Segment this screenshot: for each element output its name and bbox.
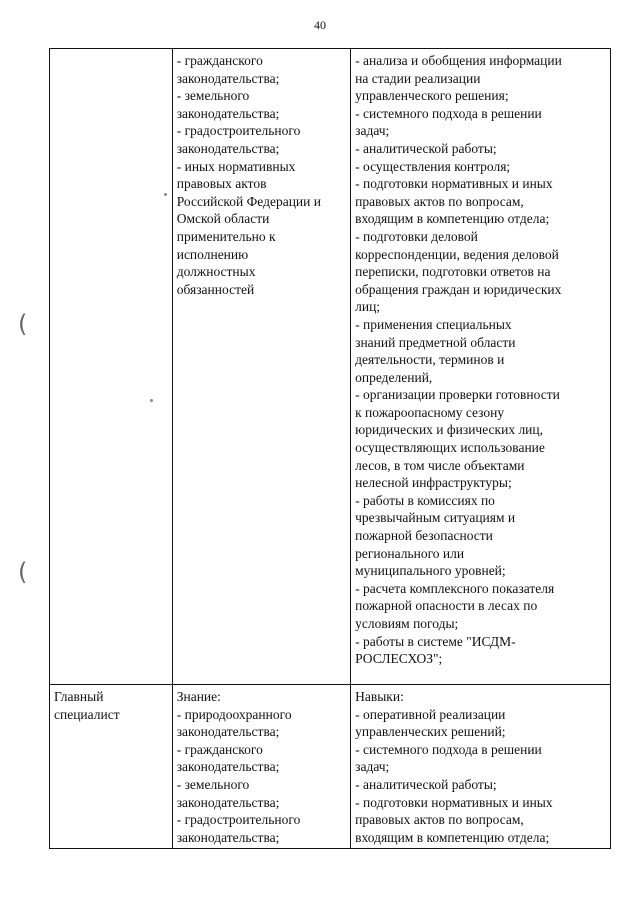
knowledge-cell (172, 49, 350, 685)
knowledge-cell-line: - земельного (176, 88, 250, 104)
knowledge-cell-line: - природоохранного (176, 706, 292, 722)
skills-cell-line: - работы в комиссиях по (355, 492, 495, 508)
knowledge-cell-line: - земельного (176, 776, 250, 792)
knowledge-cell-line: исполнению (176, 246, 249, 262)
position-cell-line: специалист (54, 706, 120, 722)
table-row (50, 49, 611, 685)
skills-cell-line: - осуществления контроля; (355, 158, 511, 174)
knowledge-cell-line: Омской области (176, 211, 270, 227)
skills-cell-line: - работы в системе "ИСДМ- (355, 633, 516, 649)
knowledge-cell-line: применительно к (176, 228, 276, 244)
skills-cell-line: определений, (355, 369, 433, 385)
skills-cell-line: РОСЛЕСХОЗ"; (355, 651, 443, 667)
skills-cell-line: входящим в компетенцию отдела; (355, 211, 550, 227)
knowledge-cell-line: законодательства; (176, 724, 280, 740)
skills-cell-line: лесов, в том числе объектами (355, 457, 525, 473)
skills-cell-line: правовых актов по вопросам, (355, 812, 524, 828)
skills-cell-line: нелесной инфраструктуры; (355, 475, 512, 491)
skills-cell-line: - применения специальных (355, 316, 512, 332)
skills-cell-line: осуществляющих использование (355, 440, 545, 456)
skills-cell-line: муниципального уровней; (355, 563, 506, 579)
skills-cell-line: лиц; (355, 299, 381, 315)
position-cell (50, 685, 173, 849)
punch-hole-mark: ( (18, 558, 28, 586)
knowledge-cell-line: законодательства; (176, 70, 280, 86)
knowledge-cell-line: - градостроительного (176, 812, 301, 828)
skills-cell-line: корреспонденции, ведения деловой (355, 246, 559, 262)
skills-cell-line: на стадии реализации (355, 70, 481, 86)
position-cell-line: Главный (54, 689, 104, 704)
skills-cell-line: - системного подхода в решении (355, 105, 542, 121)
knowledge-cell-line: законодательства; (176, 140, 280, 156)
skills-cell-line: - аналитической работы; (355, 140, 497, 156)
skills-cell-line: - расчета комплексного показателя (355, 580, 555, 596)
knowledge-cell-line: правовых актов (176, 176, 267, 192)
skills-cell-line: входящим в компетенцию отдела; (355, 829, 550, 845)
knowledge-cell-line: Российской Федерации и (176, 193, 321, 209)
skills-cell-line: управленческих решений; (355, 724, 506, 740)
skills-cell-line: условиям погоды; (355, 616, 459, 631)
skills-cell-line: - организации проверки готовности (355, 387, 560, 403)
skills-cell-line: задач; (355, 123, 390, 139)
position-cell (50, 49, 173, 685)
skills-cell-line: переписки, подготовки ответов на (355, 264, 551, 280)
skills-cell-line: - оперативной реализации (355, 706, 506, 722)
skills-cell-line: управленческого решения; (355, 88, 509, 104)
knowledge-cell (172, 685, 350, 849)
skills-cell-line: знаний предметной области (355, 334, 516, 350)
knowledge-cell-line: законодательства; (176, 759, 280, 775)
qualification-requirements-table (49, 48, 611, 849)
knowledge-cell-line: - градостроительного (176, 123, 301, 139)
skills-cell-line: юридических и физических лиц, (355, 422, 544, 438)
skills-cell-line: деятельности, терминов и (355, 352, 505, 368)
skills-cell (351, 49, 611, 685)
knowledge-cell-line: законодательства; (176, 829, 280, 845)
skills-cell-line: - анализа и обобщения информации (355, 53, 562, 68)
skills-cell-line: - подготовки нормативных и иных (355, 176, 553, 192)
page-number: 40 (314, 18, 326, 32)
skills-cell-line: чрезвычайным ситуациям и (355, 510, 516, 526)
knowledge-cell-line: - гражданского (176, 741, 263, 757)
skills-cell-heading: Навыки: (355, 689, 404, 704)
skills-cell-line: - подготовки деловой (355, 228, 478, 244)
knowledge-cell-line: - гражданского (176, 53, 263, 68)
skills-cell-line: задач; (355, 759, 390, 775)
knowledge-cell-heading: Знание: (176, 689, 221, 704)
knowledge-cell-line: должностных (176, 264, 256, 280)
knowledge-cell-line: - иных нормативных (176, 158, 296, 174)
skills-cell-line: пожарной безопасности (355, 528, 493, 544)
skills-cell-line: регионального или (355, 545, 465, 561)
skills-cell (351, 685, 611, 849)
skills-cell-line: правовых актов по вопросам, (355, 193, 524, 209)
punch-hole-mark: ( (18, 310, 28, 338)
knowledge-cell-line: обязанностей (176, 281, 255, 297)
skills-cell-line: - системного подхода в решении (355, 741, 542, 757)
skills-cell-line: к пожароопасному сезону (355, 404, 505, 420)
skills-cell-line: пожарной опасности в лесах по (355, 598, 538, 614)
skills-cell-line: обращения граждан и юридических (355, 281, 562, 297)
knowledge-cell-line: законодательства; (176, 794, 280, 810)
skills-cell-line: - аналитической работы; (355, 776, 497, 792)
table-row (50, 685, 611, 849)
skills-cell-line: - подготовки нормативных и иных (355, 794, 553, 810)
knowledge-cell-line: законодательства; (176, 105, 280, 121)
